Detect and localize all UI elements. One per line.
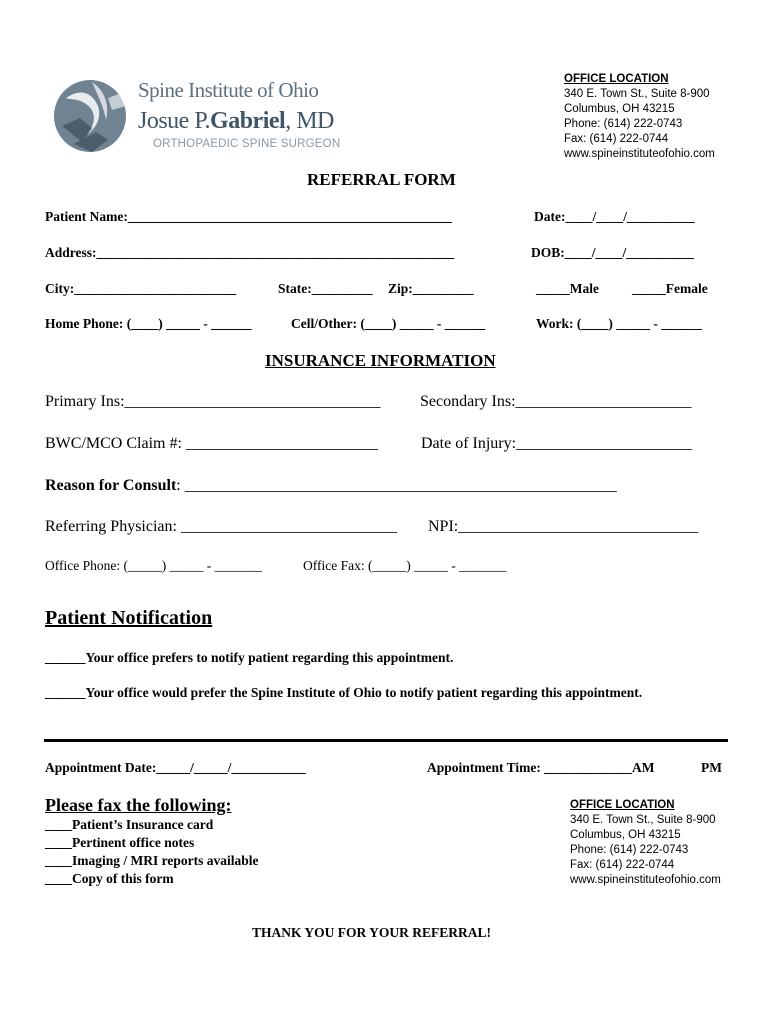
office-fax-line: Fax: (614) 222-0744 [570, 859, 675, 871]
section-divider [44, 739, 728, 742]
office-website-line[interactable]: www.spineinstituteofohio.com [564, 148, 715, 160]
date-field[interactable]: Date:____/____/__________ [534, 209, 695, 224]
office-phone-line: Phone: (614) 222-0743 [564, 118, 683, 130]
referring-physician-field[interactable]: Referring Physician: ___________________________ [45, 518, 397, 535]
secondary-insurance-field[interactable]: Secondary Ins:______________________ [420, 393, 692, 410]
logo-subtitle: ORTHOPAEDIC SPINE SURGEON [153, 138, 341, 150]
bwc-claim-field[interactable]: BWC/MCO Claim #: ________________________ [45, 435, 378, 452]
male-checkbox-field[interactable]: _____Male [536, 281, 599, 296]
home-phone-field[interactable]: Home Phone: (____) _____ - ______ [45, 316, 252, 331]
office-city-line: Columbus, OH 43215 [564, 103, 675, 115]
date-of-injury-field[interactable]: Date of Injury:______________________ [421, 435, 693, 452]
office-fax-line: Fax: (614) 222-0744 [564, 133, 669, 145]
state-field[interactable]: State:_________ [278, 281, 373, 296]
appointment-date-field[interactable]: Appointment Date:_____/_____/___________ [45, 760, 306, 775]
office-location-header: OFFICE LOCATION [570, 799, 675, 811]
office-address-line: 340 E. Town St., Suite 8-900 [564, 88, 710, 100]
patient-notification-title: Patient Notification [45, 607, 213, 629]
office-phone-line: Phone: (614) 222-0743 [570, 844, 689, 856]
work-phone-field[interactable]: Work: (____) _____ - ______ [536, 316, 702, 331]
office-location-header: OFFICE LOCATION [564, 73, 669, 85]
office-fax-field[interactable]: Office Fax: (_____) _____ - _______ [303, 558, 507, 573]
logo-doctor-name: Josue P.Gabriel, MD [138, 108, 334, 134]
city-field[interactable]: City:________________________ [45, 281, 237, 296]
primary-insurance-field[interactable]: Primary Ins:________________________________ [45, 393, 381, 410]
logo-institute-name: Spine Institute of Ohio [138, 78, 319, 102]
office-location-top [564, 72, 715, 162]
office-website-line[interactable]: www.spineinstituteofohio.com [570, 874, 721, 886]
address-field[interactable]: Address:_____________________________________________________ [45, 245, 455, 260]
office-phone-field[interactable]: Office Phone: (_____) _____ - _______ [45, 558, 262, 573]
dob-field[interactable]: DOB:____/____/__________ [531, 245, 694, 260]
reason-for-consult-field[interactable]: Reason for Consult: ______________________________________________________ [45, 477, 617, 494]
fax-list-title: Please fax the following: [45, 795, 232, 815]
notification-option-office[interactable]: ______Your office prefers to notify patient regarding this appointment. [45, 650, 454, 665]
patient-name-field[interactable]: Patient Name:________________________________________________ [45, 209, 452, 224]
fax-item-imaging-reports[interactable]: ____Imaging / MRI reports available [45, 853, 259, 868]
office-city-line: Columbus, OH 43215 [570, 829, 681, 841]
fax-item-office-notes[interactable]: ____Pertinent office notes [45, 835, 195, 850]
cell-phone-field[interactable]: Cell/Other: (____) _____ - ______ [291, 316, 486, 331]
office-location-bottom [570, 798, 721, 888]
appointment-time-field[interactable]: Appointment Time: _____________AM [427, 760, 655, 775]
thank-you-message: THANK YOU FOR YOUR REFERRAL! [252, 925, 491, 940]
pm-option[interactable]: PM [701, 760, 722, 775]
form-title: REFERRAL FORM [307, 170, 456, 189]
zip-field[interactable]: Zip:_________ [388, 281, 474, 296]
fax-item-insurance-card[interactable]: ____Patient’s Insurance card [45, 817, 214, 832]
fax-item-copy-of-form[interactable]: ____Copy of this form [45, 871, 174, 886]
female-checkbox-field[interactable]: _____Female [632, 281, 708, 296]
notification-option-institute[interactable]: ______Your office would prefer the Spine Institute of Ohio to notify patient regarding this appointment. [45, 685, 643, 700]
office-address-line: 340 E. Town St., Suite 8-900 [570, 814, 716, 826]
npi-field[interactable]: NPI:______________________________ [428, 518, 699, 535]
fax-checklist [45, 816, 259, 888]
insurance-section-title: INSURANCE INFORMATION [265, 351, 496, 370]
